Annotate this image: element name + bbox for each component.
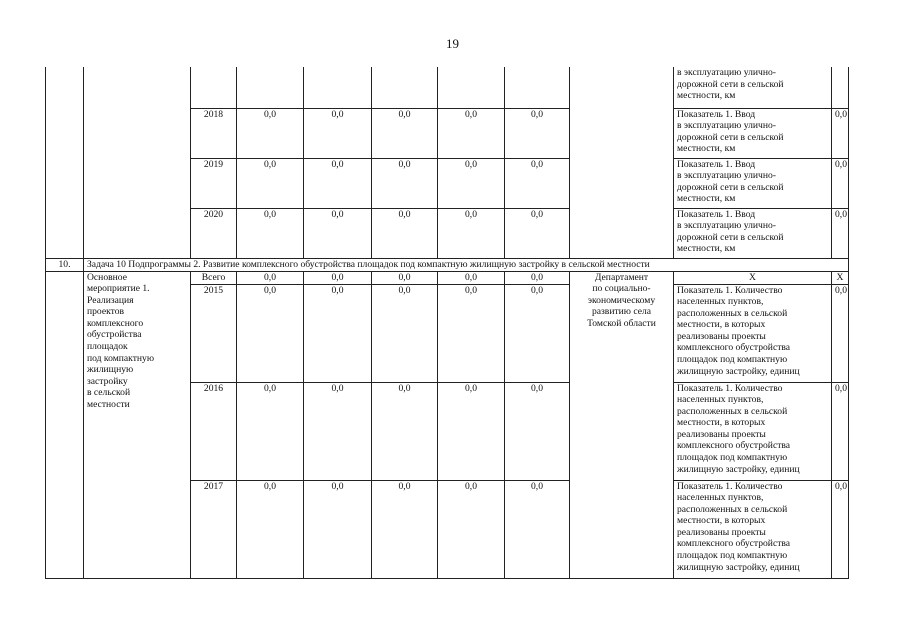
value-cell: 0,0: [304, 271, 372, 284]
table-row: [46, 67, 849, 108]
total-row: [46, 271, 849, 284]
value-cell: [372, 67, 438, 108]
value-cell: 0,0: [237, 271, 304, 284]
indicator-cell: в эксплуатацию улично- дорожной сети в сельской местности, км: [674, 67, 832, 108]
indicator-cell: Показатель 1. Ввод в эксплуатацию улично- дорожной сети в сельской местности, км: [674, 208, 832, 258]
value-cell: 0,0: [505, 284, 570, 382]
indicator-cell: Показатель 1. Количество населенных пунктов, расположенных в сельской местности, в которых реализованы проекты комплексного обустройства площадок под компактную жилищную застройку, единиц: [674, 480, 832, 578]
value-cell: 0,0: [438, 382, 505, 480]
value-cell: 0,0: [304, 284, 372, 382]
value-cell: [304, 67, 372, 108]
value-cell: 0,0: [304, 208, 372, 258]
task-row: [46, 258, 849, 271]
year-cell: 2017: [191, 480, 237, 578]
executor-cell: [570, 67, 674, 258]
value-cell: [237, 67, 304, 108]
indicator-value-cell: 0,0: [832, 284, 849, 382]
value-cell: 0,0: [304, 158, 372, 208]
task-number: 10.: [46, 258, 84, 271]
value-cell: 0,0: [372, 108, 438, 158]
value-cell: 0,0: [438, 284, 505, 382]
value-cell: 0,0: [505, 271, 570, 284]
year-cell: 2019: [191, 158, 237, 208]
value-cell: 0,0: [438, 108, 505, 158]
value-cell: 0,0: [438, 208, 505, 258]
value-cell: 0,0: [505, 158, 570, 208]
row-number-cell: [46, 67, 84, 258]
value-cell: 0,0: [438, 480, 505, 578]
value-cell: 0,0: [304, 382, 372, 480]
indicator-value-cell: 0,0: [832, 208, 849, 258]
indicator-value-cell: 0,0: [832, 480, 849, 578]
year-cell: Всего: [191, 271, 237, 284]
indicator-value-cell: 0,0: [832, 382, 849, 480]
value-cell: 0,0: [237, 284, 304, 382]
value-cell: 0,0: [505, 208, 570, 258]
executor-cell: Департамент по социально- экономическому развитию села Томской области: [570, 271, 674, 578]
year-cell: 2020: [191, 208, 237, 258]
value-cell: 0,0: [372, 480, 438, 578]
indicator-cell: X: [674, 271, 832, 284]
task-title: Задача 10 Подпрограммы 2. Развитие комплексного обустройства площадок под компактную жилищную застройку в сельской местности: [84, 258, 849, 271]
indicator-value-cell: 0,0: [832, 108, 849, 158]
value-cell: 0,0: [505, 382, 570, 480]
value-cell: 0,0: [237, 108, 304, 158]
value-cell: 0,0: [237, 208, 304, 258]
value-cell: 0,0: [304, 480, 372, 578]
value-cell: 0,0: [372, 284, 438, 382]
year-cell: 2018: [191, 108, 237, 158]
indicator-cell: Показатель 1. Количество населенных пунктов, расположенных в сельской местности, в которых реализованы проекты комплексного обустройства площадок под компактную жилищную застройку, единиц: [674, 284, 832, 382]
value-cell: 0,0: [237, 382, 304, 480]
value-cell: 0,0: [372, 382, 438, 480]
value-cell: 0,0: [438, 271, 505, 284]
indicator-value-cell: [832, 67, 849, 108]
value-cell: 0,0: [438, 158, 505, 208]
indicator-cell: Показатель 1. Количество населенных пунктов, расположенных в сельской местности, в которых реализованы проекты комплексного обустройства площадок под компактную жилищную застройку, единиц: [674, 382, 832, 480]
value-cell: 0,0: [505, 480, 570, 578]
indicator-value-cell: X: [832, 271, 849, 284]
year-cell: 2016: [191, 382, 237, 480]
year-cell: 2015: [191, 284, 237, 382]
year-cell: [191, 67, 237, 108]
row-number-cell: [46, 271, 84, 578]
value-cell: 0,0: [304, 108, 372, 158]
program-table: [45, 67, 849, 579]
value-cell: 0,0: [505, 108, 570, 158]
indicator-cell: Показатель 1. Ввод в эксплуатацию улично- дорожной сети в сельской местности, км: [674, 108, 832, 158]
event-name-cell: Основное мероприятие 1. Реализация проектов комплексного обустройства площадок под компактную жилищную застройку в сельской местности: [84, 271, 191, 578]
value-cell: [505, 67, 570, 108]
value-cell: [438, 67, 505, 108]
event-name-cell: [84, 67, 191, 258]
indicator-value-cell: 0,0: [832, 158, 849, 208]
value-cell: 0,0: [237, 158, 304, 208]
value-cell: 0,0: [237, 480, 304, 578]
value-cell: 0,0: [372, 271, 438, 284]
value-cell: 0,0: [372, 158, 438, 208]
value-cell: 0,0: [372, 208, 438, 258]
page-number: 19: [446, 36, 459, 51]
indicator-cell: Показатель 1. Ввод в эксплуатацию улично- дорожной сети в сельской местности, км: [674, 158, 832, 208]
